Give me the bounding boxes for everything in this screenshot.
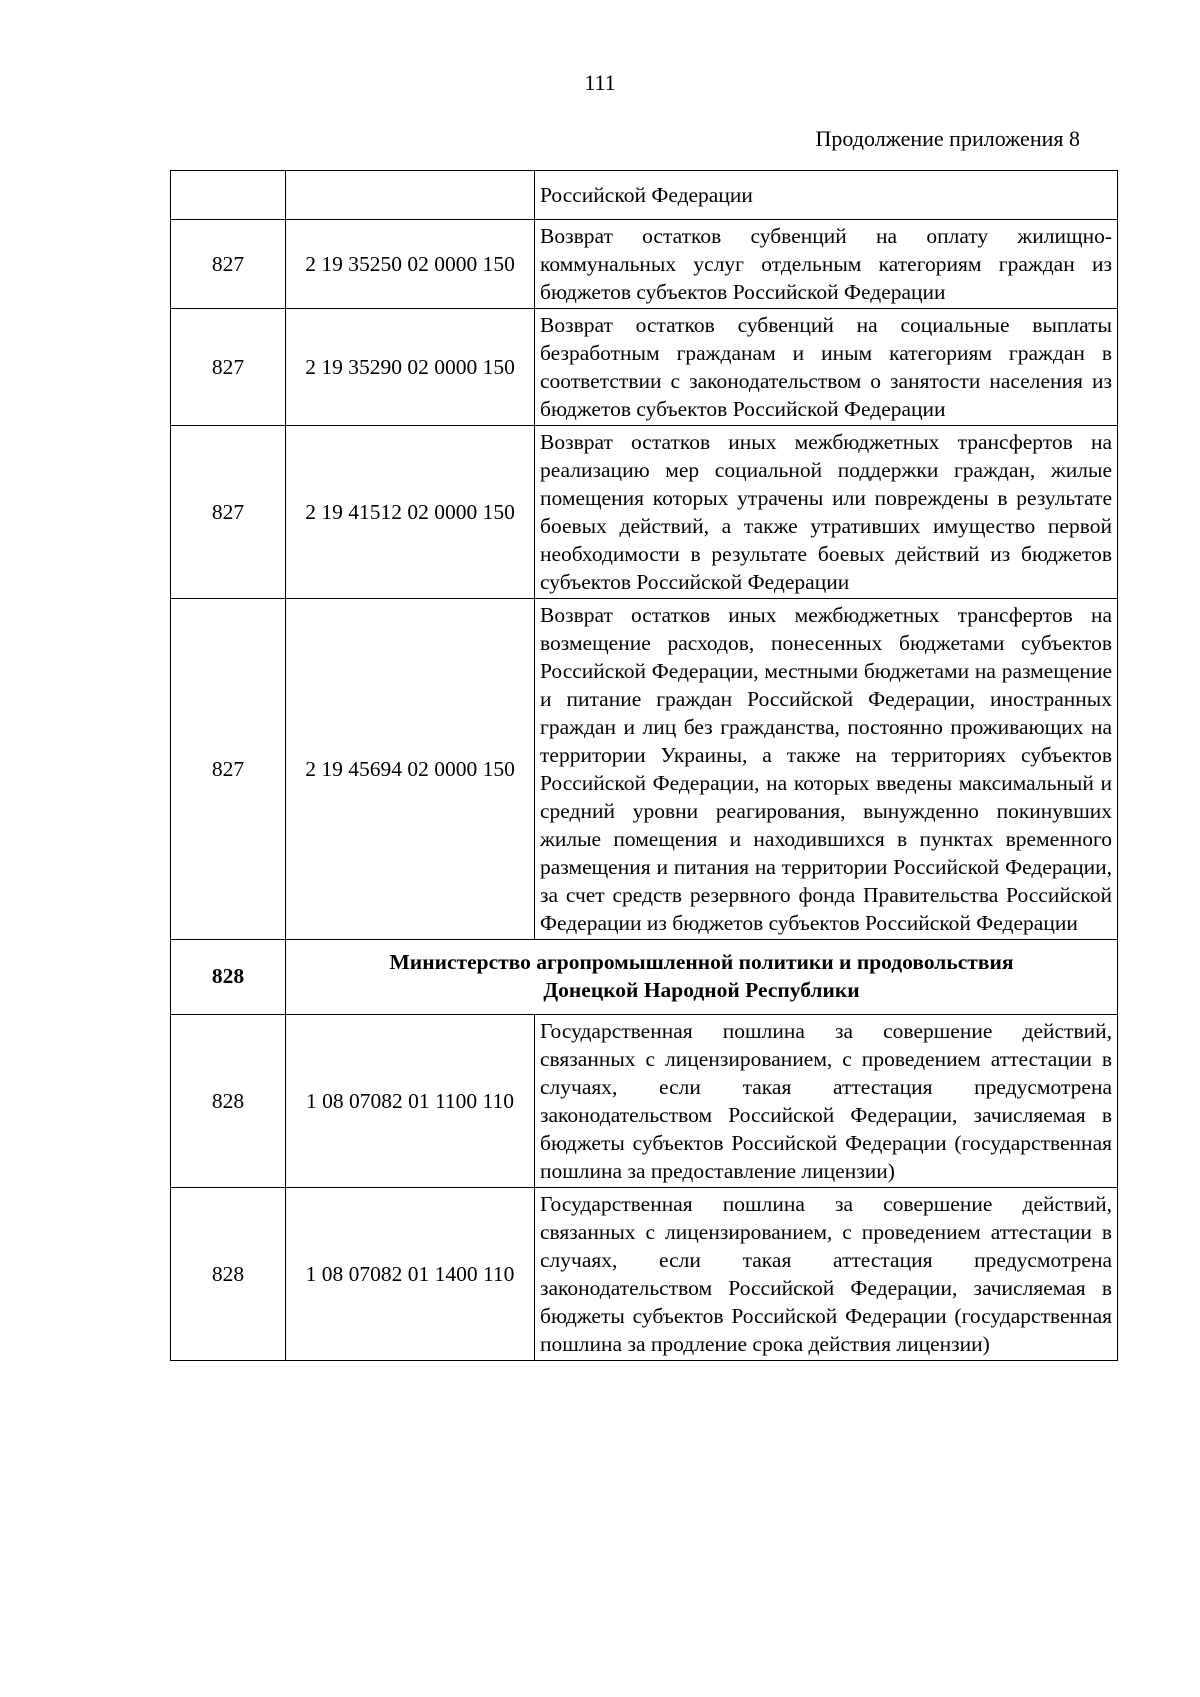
table-row xyxy=(171,1015,1118,1188)
section-title-line-1: Министерство агропромышленной политики и продовольствия xyxy=(389,950,1014,974)
budget-code-cell: 2 19 35250 02 0000 150 xyxy=(286,220,535,309)
admin-code-cell: 828 xyxy=(171,1188,286,1361)
revenue-codes-table xyxy=(170,170,1118,1361)
budget-code-cell: 1 08 07082 01 1100 110 xyxy=(286,1015,535,1188)
appendix-continuation-label: Продолжение приложения 8 xyxy=(815,126,1080,151)
description-cell: Возврат остатков иных межбюджетных трансфертов на реализацию мер социальной поддержки граждан, жилые помещения которых утрачены или повреждены в результате боевых действий, а также утративших имущество первой необходимости в результате боевых действий из бюджетов субъектов Российской Федерации xyxy=(535,426,1118,599)
description-cell: Российской Федерации xyxy=(535,171,1118,220)
description-cell: Государственная пошлина за совершение действий, связанных с лицензированием, с проведением аттестации в случаях, если такая аттестация предусмотрена законодательством Российской Федерации, зачисляемая в бюджеты субъектов Российской Федерации (государственная пошлина за продление срока действия лицензии) xyxy=(535,1188,1118,1361)
description-cell: Возврат остатков субвенций на социальные выплаты безработным гражданам и иным категориям граждан в соответствии с законодательством о занятости населения из бюджетов субъектов Российской Федерации xyxy=(535,309,1118,426)
admin-code-cell: 827 xyxy=(171,599,286,940)
admin-code-cell: 827 xyxy=(171,309,286,426)
table-row xyxy=(171,426,1118,599)
description-cell: Государственная пошлина за совершение действий, связанных с лицензированием, с проведением аттестации в случаях, если такая аттестация предусмотрена законодательством Российской Федерации, зачисляемая в бюджеты субъектов Российской Федерации (государственная пошлина за предоставление лицензии) xyxy=(535,1015,1118,1188)
admin-code-cell: 827 xyxy=(171,220,286,309)
budget-code-cell: 2 19 41512 02 0000 150 xyxy=(286,426,535,599)
budget-code-cell xyxy=(286,171,535,220)
page-number: 111 xyxy=(584,70,616,95)
table-row xyxy=(171,309,1118,426)
admin-code-cell: 827 xyxy=(171,426,286,599)
description-cell: Возврат остатков иных межбюджетных трансфертов на возмещение расходов, понесенных бюджетами субъектов Российской Федерации, местными бюджетами на размещение и питание граждан Российской Федерации, иностранных граждан и лиц без гражданства, постоянно проживающих на территории Украины, а также на территориях субъектов Российской Федерации, на которых введены максимальный и средний уровни реагирования, вынужденно покинувших жилые помещения и находившихся в пунктах временного размещения и питания на территории Российской Федерации, за счет средств резервного фонда Правительства Российской Федерации из бюджетов субъектов Российской Федерации xyxy=(535,599,1118,940)
budget-code-cell: 2 19 35290 02 0000 150 xyxy=(286,309,535,426)
table-section-header-row xyxy=(171,940,1118,1015)
description-cell: Возврат остатков субвенций на оплату жилищно-коммунальных услуг отдельным категориям граждан из бюджетов субъектов Российской Федерации xyxy=(535,220,1118,309)
table-row-continuation xyxy=(171,171,1118,220)
admin-code-cell xyxy=(171,171,286,220)
budget-code-cell: 1 08 07082 01 1400 110 xyxy=(286,1188,535,1361)
budget-code-cell: 2 19 45694 02 0000 150 xyxy=(286,599,535,940)
section-title-line-2: Донецкой Народной Республики xyxy=(543,978,860,1002)
table-row xyxy=(171,220,1118,309)
table-row xyxy=(171,599,1118,940)
admin-code-cell: 828 xyxy=(171,1015,286,1188)
section-admin-code-cell: 828 xyxy=(171,940,286,1015)
section-title-cell xyxy=(286,940,1118,1015)
table-row xyxy=(171,1188,1118,1361)
